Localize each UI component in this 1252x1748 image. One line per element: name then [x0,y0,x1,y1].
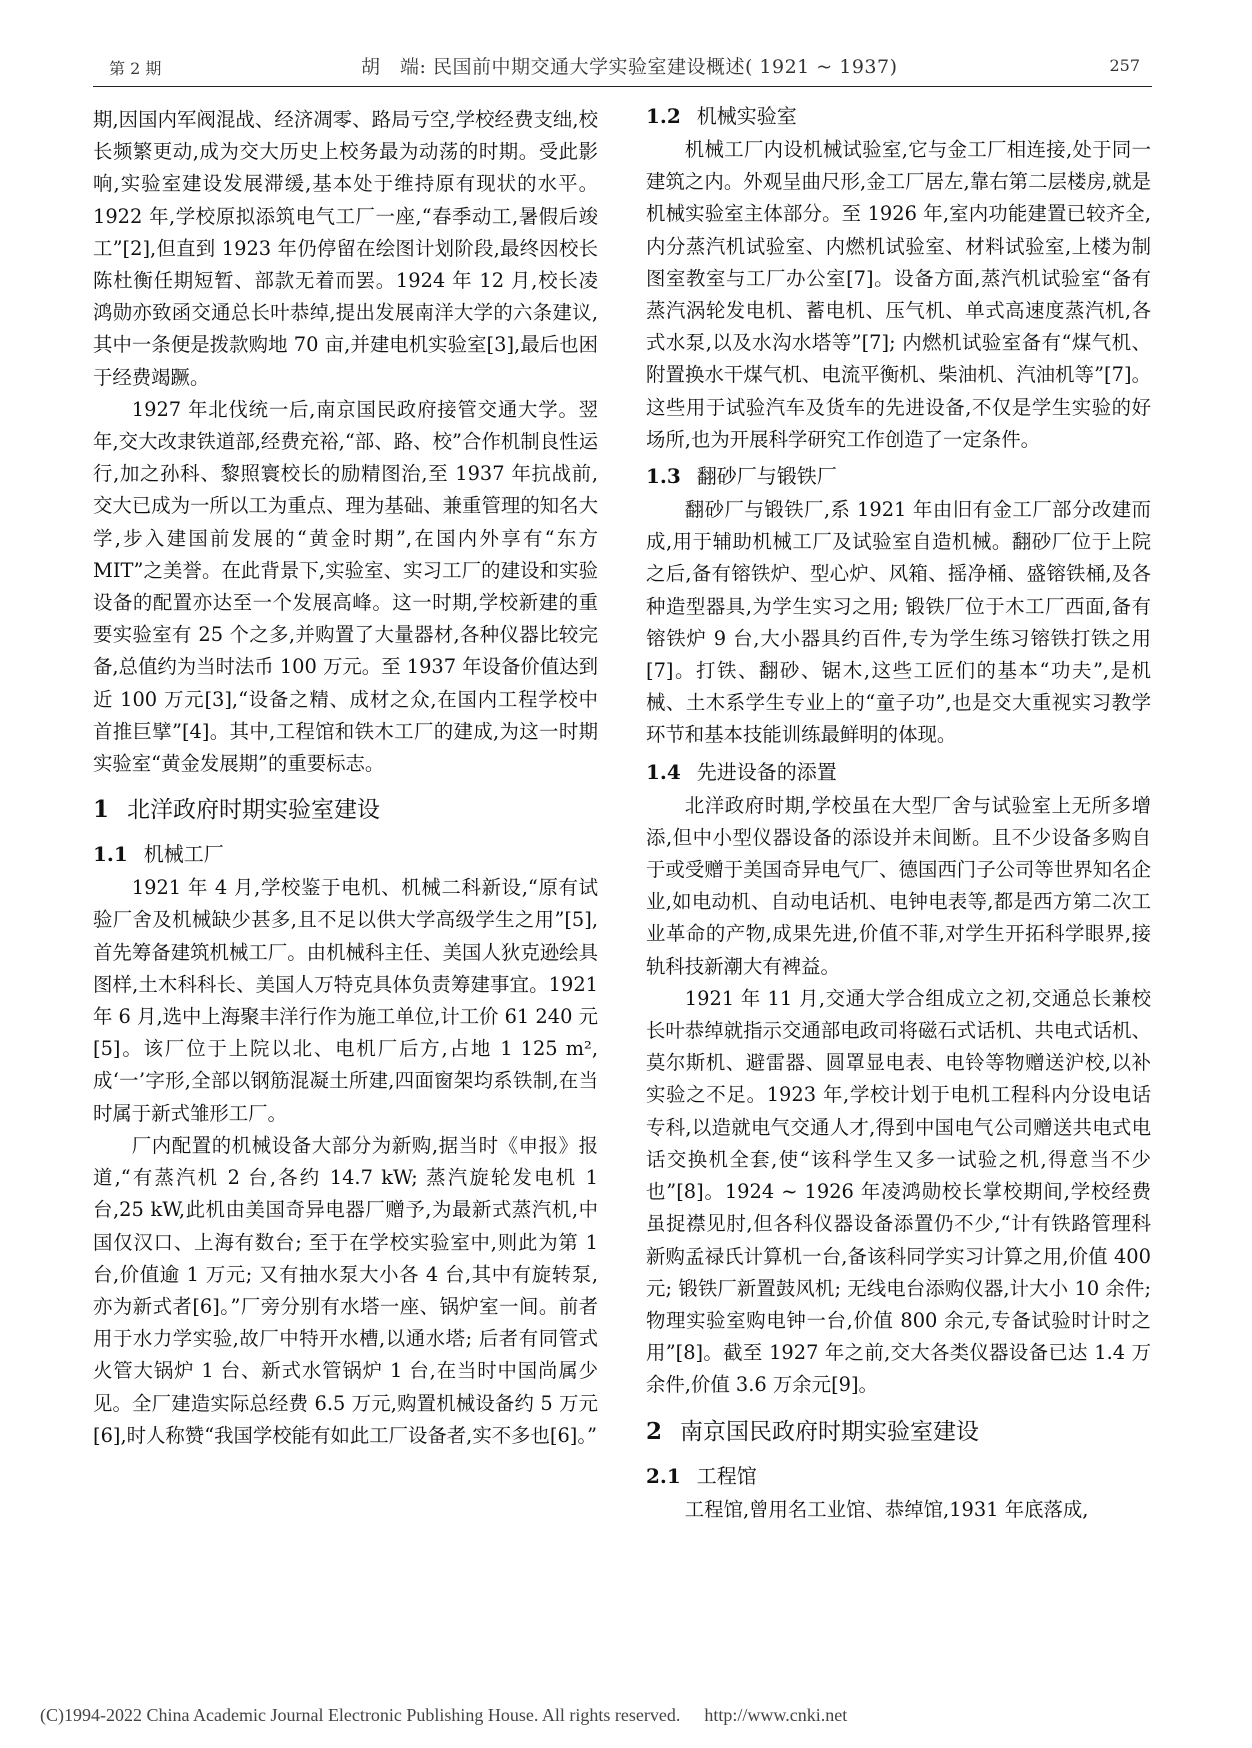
subsection-number: 1.1 [93,842,128,867]
page-number: 257 [1109,56,1140,75]
paragraph: 翻砂厂与锻铁厂,系 1921 年由旧有金工厂部分改建而成,用于辅助机械工厂及试验室自造机械。翻砂厂位于上院之后,备有镕铁炉、型心炉、风箱、摇净桶、盛镕铁桶,及各种造型器具,为学生实习之用; 锻铁厂位于木工厂西面,备有镕铁炉 9 台,大小器具约百件,专为学生练习镕铁打铁之用[7]。打铁、翻砂、锯木,这些工匠们的基本“功夫”,是机械、土木系学生专业上的“童子功”,也是交大重视实习教学环节和基本技能训练最鲜明的体现。 [646,498,1151,747]
copyright-text: (C)1994-2022 China Academic Journal Electronic Publishing House. All rights reserved. [40,1705,681,1725]
subsection-title: 机械实验室 [696,104,797,128]
paragraph: 1927 年北伐统一后,南京国民政府接管交通大学。翌年,交大改隶铁道部,经费充裕,“部、路、校”合作机制良性运行,加之孙科、黎照寰校长的励精图治,至 1937 年抗战前,交大已成为一所以工为重点、理为基础、兼重管理的知名大学,步入建国前发展的“黄金时期”,在国内外享有“东方 MIT”之美誉。在此背景下,实验室、实习工厂的建设和实验设备的配置亦达至一个发展高峰。这一时期,学校新建的重要实验室有 25 个之多,并购置了大量器材,各种仪器比较完备,总值约为当时法币 100 万元。至 1937 年设备价值达到近 100 万元[3],“设备之精、成材之众,在国内工程学校中首推巨擘”[4]。其中,工程馆和铁木工厂的建成,为这一时期实验室“黄金发展期”的重要标志。 [93,397,598,776]
subsection-heading [646,756,1151,788]
subsection-heading [646,100,1151,132]
section-title: 南京国民政府时期实验室建设 [680,1418,980,1445]
subsection-number: 2.1 [646,1463,681,1488]
subsection-title: 翻砂厂与锻铁厂 [696,464,837,489]
paragraph: 机械工厂内设机械试验室,它与金工厂相连接,处于同一建筑之内。外观呈曲尺形,金工厂居左,靠右第二层楼房,就是机械实验室主体部分。至 1926 年,室内功能建置已较齐全,内分蒸汽机试验室、内燃机试验室、材料试验室,上楼为制图室教室与工厂办公室[7]。设备方面,蒸汽机试验室“备有蒸汽涡轮发电机、蓄电机、压气机、单式高速度蒸汽机,各式水泵,以及水沟水塔等”[7]; 内燃机试验室备有“煤气机、附置换水干煤气机、电流平衡机、柴油机、汽油机等”[7]。这些用于试验汽车及货车的先进设备,不仅是学生实验的好场所,也为开展科学研究工作创造了一定条件。 [646,138,1151,451]
subsection-heading [646,1460,1151,1492]
paragraph: 工程馆,曾用名工业馆、恭绰馆,1931 年底落成, [684,1497,1089,1521]
section-title: 北洋政府时期实验室建设 [127,797,381,824]
subsection-number: 1.4 [646,759,681,784]
section-number: 1 [93,796,110,824]
issue-number: 第 2 期 [109,59,162,78]
subsection-heading [93,838,598,870]
section-heading [646,1414,1151,1450]
paragraph: 1921 年 4 月,学校鉴于电机、机械二科新设,“原有试验厂舍及机械缺少甚多,且不足以供大学高级学生之用”[5],首先筹备建筑机械工厂。由机械科主任、美国人狄克逊绘具图样,土木科科长、美国人万特克具体负责筹建事宜。1921 年 6 月,选中上海聚丰洋行作为施工单位,计工价 61 240 元[5]。该厂位于上院以北、电机厂后方,占地 1 125 m²,成‘一’字形,全部以钢筋混凝土所建,四面窗架均系铁制,在当时属于新式雏形工厂。 [93,876,598,1125]
paragraph: 北洋政府时期,学校虽在大型厂舍与试验室上无所多增添,但中小型仪器设备的添设并未间断。且不少设备多购自于或受赠于美国奇异电气厂、德国西门子公司等世界知名企业,如电动机、自动电话机、电钟电表等,都是西方第二次工业革命的产物,成果先进,价值不菲,对学生开拓科学眼界,接轨科技新潮大有裨益。 [646,793,1151,978]
subsection-title: 工程馆 [696,1463,757,1488]
section-number: 2 [646,1417,663,1445]
subsection-number: 1.2 [646,104,681,128]
subsection-title: 机械工厂 [143,842,224,867]
subsection-number: 1.3 [646,464,681,489]
left-column [93,104,598,1452]
copyright-footer [40,1705,1220,1726]
paragraph: 期,因国内军阀混战、经济凋零、路局亏空,学校经费支绌,校长频繁更动,成为交大历史上校务最为动荡的时期。受此影响,实验室建设发展滞缓,基本处于维持原有现状的水平。1922 年,学校原拟添筑电气工厂一座,“春季动工,暑假后竣工”[2],但直到 1923 年仍停留在绘图计划阶段,最终因校长陈杜衡任期短暂、部款无着而罢。1924 年 12 月,校长凌鸿勋亦致函交通总长叶恭绰,提出发展南洋大学的六条建议,其中一条便是拨款购地 70 亩,并建电机实验室[3],最后也困于经费竭蹶。 [93,108,598,389]
paragraph: 1921 年 11 月,交通大学合组成立之初,交通总长兼校长叶恭绰就指示交通部电政司将磁石式话机、共电式话机、莫尔斯机、避雷器、圆罩显电表、电铃等物赠送沪校,以补实验之不足。1923 年,学校计划于电机工程科内分设电话专科,以造就电气交通人才,得到中国电气公司赠送共电式电话交换机全套,使“该科学生又多一试验之机,得意当不少也”[8]。1924 ~ 1926 年凌鸿勋校长掌校期间,学校经费虽捉襟见肘,但各科仪器设备添置仍不少,“计有铁路管理科新购孟禄氏计算机一台,备该科同学实习计算之用,价值 400 元; 锻铁厂新置鼓风机; 无线电台添购仪器,计大小 10 余件; 物理实验室购电钟一台,价值 800 余元,专备试验时计时之用”[8]。截至 1927 年之前,交大各类仪器设备已达 1.4 万余件,价值 3.6 万余元[9]。 [646,986,1151,1397]
subsection-heading [646,460,1151,492]
footer-url[interactable]: http://www.cnki.net [704,1705,848,1725]
running-title: 胡 端: 民国前中期交通大学实验室建设概述( 1921 ~ 1937) [361,56,898,78]
right-column [646,104,1151,1526]
running-header [93,46,1152,87]
subsection-title: 先进设备的添置 [696,759,837,784]
paragraph: 厂内配置的机械设备大部分为新购,据当时《申报》报道,“有蒸汽机 2 台,各约 14.7 kW; 蒸汽旋轮发电机 1 台,25 kW,此机由美国奇异电器厂赠予,为最新式蒸汽机,中国仅汉口、上海有数台; 至于在学校实验室中,则此为第 1 台,价值逾 1 万元; 又有抽水泵大小各 4 台,其中有旋转泵,亦为新式者[6]。”厂旁分别有水塔一座、锅炉室一间。前者用于水力学实验,故厂中特开水槽,以通水塔; 后者有同管式火管大锅炉 1 台、新式水管锅炉 1 台,在当时中国尚属少见。全厂建造实际总经费 6.5 万元,购置机械设备约 5 万元[6],时人称赞“我国学校能有如此工厂设备者,实不多也[6]。” [93,1133,598,1447]
section-heading [93,792,598,828]
